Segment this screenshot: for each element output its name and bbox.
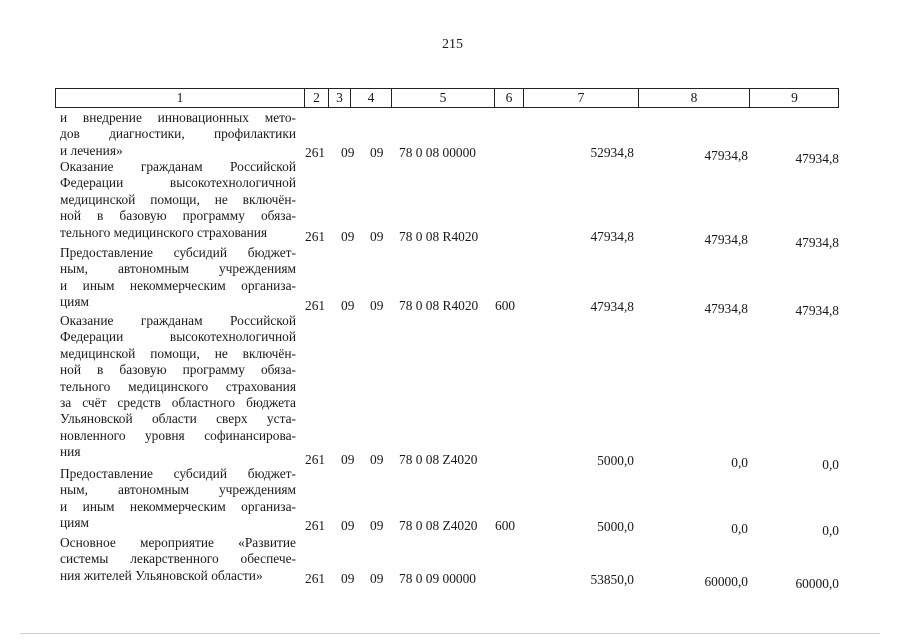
cell-section: 09: [341, 452, 355, 467]
description-line: циям: [60, 294, 89, 310]
cell-section: 09: [341, 518, 355, 533]
description-line: ной в базовую программу обяза-: [60, 362, 296, 378]
row-description-3: [60, 245, 296, 311]
description-line: ным, автономным учреждениям: [60, 261, 296, 277]
header-col-7: 7: [523, 89, 638, 107]
cell-amount-col7: 53850,0: [590, 572, 634, 587]
description-line: Федерации высокотехнологичной: [60, 175, 296, 191]
description-line: медицинской помощи, не включён-: [60, 191, 296, 207]
cell-admin-code: 261: [305, 518, 326, 533]
description-line: медицинской помощи, не включён-: [60, 345, 296, 361]
description-line: дов диагностики, профилактики: [60, 126, 296, 142]
description-line: ной в базовую программу обяза-: [60, 208, 296, 224]
page-number: 215: [442, 37, 463, 52]
row-description-5: [60, 466, 296, 532]
cell-amount-col8: 0,0: [731, 521, 748, 536]
description-line: Оказание гражданам Российской: [60, 159, 296, 174]
cell-section: 09: [341, 229, 355, 244]
header-col-8: 8: [638, 89, 749, 107]
description-line: Предоставление субсидий бюджет-: [60, 466, 296, 481]
cell-target-item: 78 0 08 Z4020: [399, 452, 478, 467]
cell-amount-col8: 60000,0: [704, 574, 748, 589]
row-description-0: [60, 110, 296, 159]
cell-amount-col9: 0,0: [822, 457, 839, 472]
cell-subsection: 09: [370, 518, 384, 533]
description-line: и внедрение инновационных мето-: [60, 110, 296, 125]
cell-amount-col8: 0,0: [731, 455, 748, 470]
header-col-9: 9: [749, 89, 839, 107]
description-line: ным, автономным учреждениям: [60, 482, 296, 498]
row-description-6: [60, 535, 296, 584]
cell-target-item: 78 0 08 Z4020: [399, 518, 478, 533]
cell-expense-type: 600: [495, 298, 516, 313]
cell-amount-col9: 47934,8: [795, 235, 839, 250]
header-col-6: 6: [494, 89, 523, 107]
description-line: тельного медицинского страхования: [60, 378, 296, 394]
header-col-1: 1: [176, 90, 184, 105]
cell-subsection: 09: [370, 298, 384, 313]
description-line: системы лекарственного обеспече-: [60, 551, 296, 567]
description-line: Федерации высокотехнологичной: [60, 329, 296, 345]
cell-target-item: 78 0 08 R4020: [399, 298, 479, 313]
cell-target-item: 78 0 08 00000: [399, 145, 476, 160]
cell-target-item: 78 0 09 00000: [399, 571, 476, 586]
cell-subsection: 09: [370, 145, 384, 160]
cell-target-item: 78 0 08 R4020: [399, 229, 479, 244]
cell-subsection: 09: [370, 452, 384, 467]
header-col-3: 3: [328, 89, 350, 107]
cell-subsection: 09: [370, 571, 384, 586]
cell-amount-col9: 60000,0: [795, 576, 839, 591]
cell-amount-col9: 0,0: [822, 523, 839, 538]
cell-section: 09: [341, 298, 355, 313]
cell-admin-code: 261: [305, 298, 326, 313]
description-line: и лечения»: [60, 142, 123, 158]
header-col-5: 5: [391, 89, 494, 107]
description-line: Предоставление субсидий бюджет-: [60, 245, 296, 260]
cell-amount-col7: 47934,8: [590, 299, 634, 314]
cell-admin-code: 261: [305, 145, 326, 160]
cell-subsection: 09: [370, 229, 384, 244]
row-description-4: [60, 313, 296, 461]
cell-amount-col7: 5000,0: [597, 519, 634, 534]
table-header: [55, 88, 839, 108]
cell-amount-col7: 47934,8: [590, 229, 634, 244]
cell-amount-col7: 5000,0: [597, 453, 634, 468]
description-line: тельного медицинского страхования: [60, 224, 268, 240]
description-line: ния жителей Ульяновской области»: [60, 567, 263, 583]
description-line: циям: [60, 515, 89, 531]
description-line: новленного уровня софинансирова-: [60, 427, 296, 443]
description-line: за счёт средств областного бюджета: [60, 394, 296, 410]
cell-expense-type: 600: [495, 518, 516, 533]
description-line: ния: [60, 444, 81, 460]
cell-amount-col7: 52934,8: [590, 145, 634, 160]
cell-amount-col9: 47934,8: [795, 303, 839, 318]
cell-amount-col8: 47934,8: [704, 232, 748, 247]
scan-artifact-line: [20, 633, 880, 634]
description-line: Основное мероприятие «Развитие: [60, 535, 296, 550]
cell-admin-code: 261: [305, 229, 326, 244]
cell-amount-col8: 47934,8: [704, 148, 748, 163]
cell-admin-code: 261: [305, 571, 326, 586]
header-col-2: 2: [304, 89, 328, 107]
description-line: Оказание гражданам Российской: [60, 313, 296, 328]
description-line: Ульяновской области сверх уста-: [60, 411, 296, 427]
cell-section: 09: [341, 145, 355, 160]
row-description-1: [60, 159, 296, 241]
header-col-4: 4: [350, 89, 391, 107]
cell-amount-col8: 47934,8: [704, 301, 748, 316]
description-line: и иным некоммерческим организа-: [60, 498, 296, 514]
description-line: и иным некоммерческим организа-: [60, 277, 296, 293]
cell-amount-col9: 47934,8: [795, 151, 839, 166]
cell-section: 09: [341, 571, 355, 586]
cell-admin-code: 261: [305, 452, 326, 467]
